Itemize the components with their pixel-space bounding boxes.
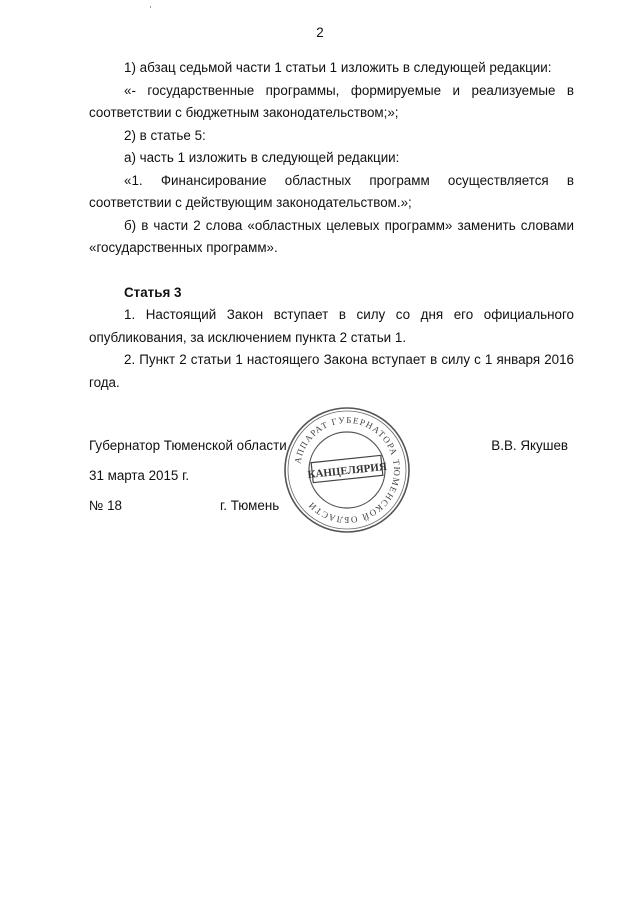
signing-city: г. Тюмень	[220, 498, 280, 513]
amendment-paragraph: «1. Финансирование областных программ осуществляется в соответствии с действующим законодательством.»;	[89, 172, 574, 210]
scan-artifact	[150, 6, 151, 8]
page-number: 2	[316, 25, 324, 40]
spacer	[89, 260, 574, 282]
amendment-paragraph: 2) в статье 5:	[124, 127, 206, 143]
law-number: № 18	[89, 498, 122, 513]
governor-name: В.В. Якушев	[491, 438, 568, 453]
amendment-paragraph: «- государственные программы, формируемые и реализуемые в соответствии с бюджетным законодательством;»;	[89, 82, 574, 120]
stamp-ring-text: АППАРАТ ГУБЕРНАТОРА ТЮМЕНСКОЙ ОБЛАСТИ	[292, 414, 403, 526]
article-heading: Статья 3	[124, 284, 182, 300]
amendment-paragraph: 1) абзац седьмой части 1 статьи 1 изложить в следующей редакции:	[124, 60, 552, 75]
article-paragraph: 1. Настоящий Закон вступает в силу со дня его официального опубликования, за исключением пункта 2 статьи 1.	[89, 307, 574, 345]
amendment-paragraph: б) в части 2 слова «областных целевых программ» заменить словами «государственных программ».	[89, 217, 574, 255]
stamp-center-text: КАНЦЕЛЯРИЯ	[307, 460, 388, 482]
amendment-paragraph: а) часть 1 изложить в следующей редакции:	[124, 150, 400, 165]
governor-title: Губернатор Тюменской области	[89, 438, 287, 453]
official-stamp	[282, 405, 412, 535]
signing-date: 31 марта 2015 г.	[89, 468, 190, 483]
article-paragraph: 2. Пункт 2 статьи 1 настоящего Закона вступает в силу с 1 января 2016 года.	[89, 352, 574, 390]
document-body	[89, 57, 574, 394]
